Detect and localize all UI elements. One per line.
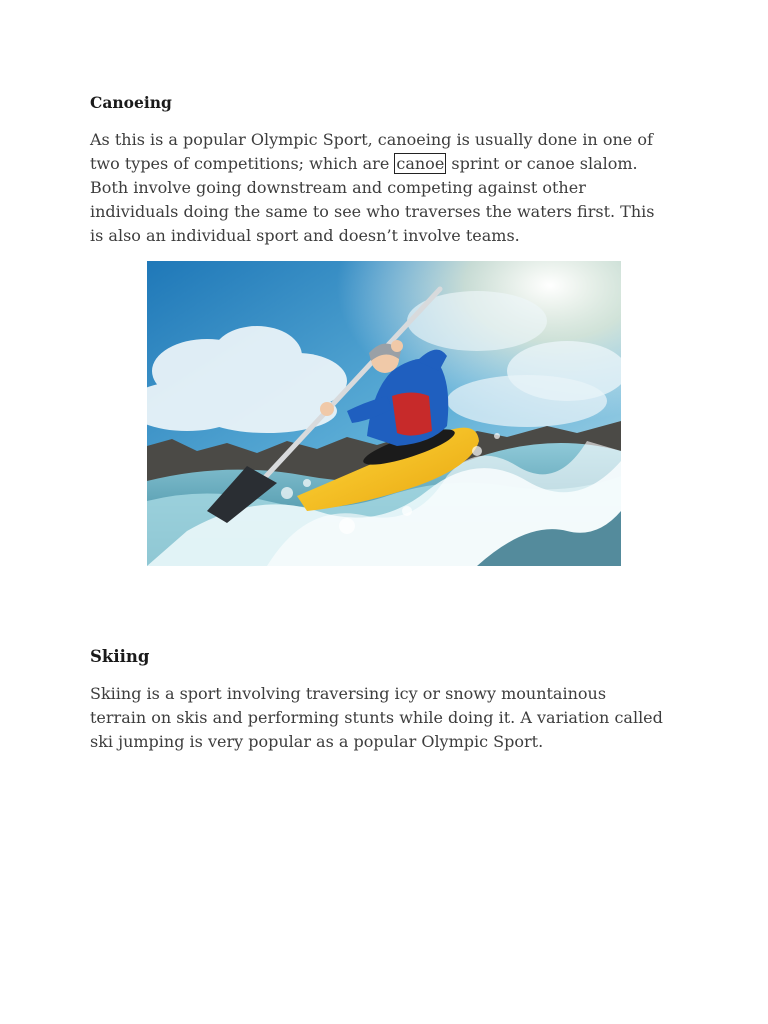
canoeing-line-5: is also an individual sport and doesn’t involve teams. [90, 226, 520, 245]
kayaker-illustration [147, 261, 621, 566]
canoeing-line-2-end: sprint or canoe slalom. [446, 154, 638, 173]
canoeing-line-4: individuals doing the same to see who traverses the waters first. This [90, 202, 655, 221]
canoeing-heading: Canoeing [90, 93, 172, 112]
canoeing-line-2-start: two types of competitions; which are [90, 154, 395, 173]
skiing-line-3: ski jumping is very popular as a popular Olympic Sport. [90, 732, 544, 751]
kayaker-photo [147, 261, 621, 566]
skiing-paragraph [90, 682, 690, 754]
canoeing-paragraph [90, 128, 690, 248]
skiing-line-2: terrain on skis and performing stunts while doing it. A variation called [90, 708, 663, 727]
canoeing-line-3: Both involve going downstream and competing against other [90, 178, 586, 197]
canoeing-line-2 [90, 152, 690, 176]
skiing-heading: Skiing [90, 647, 150, 666]
highlighted-word-canoe: canoe [396, 154, 445, 173]
skiing-line-1: Skiing is a sport involving traversing icy or snowy mountainous [90, 684, 607, 703]
canoeing-line-1: As this is a popular Olympic Sport, canoeing is usually done in one of [90, 130, 653, 149]
